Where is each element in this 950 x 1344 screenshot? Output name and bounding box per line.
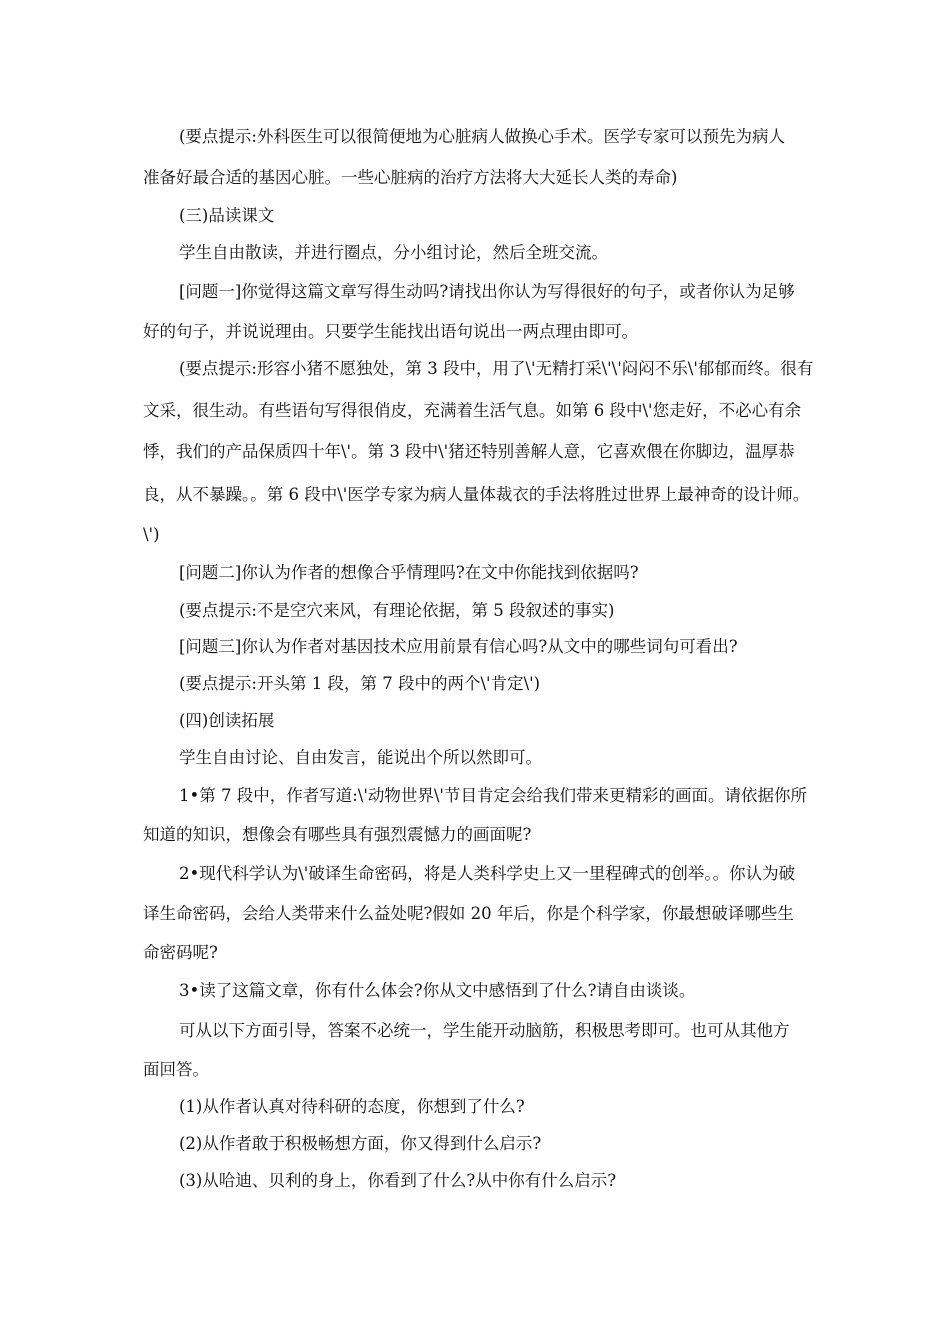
text-line: 好的句子，并说说理由。只要学生能找出语句说出一两点理由即可。 bbox=[143, 322, 638, 341]
text-line: 良，从不暴躁。。第 6 段中\'医学专家为病人量体裁衣的手法将胜过世界上最神奇的设计师。 bbox=[143, 485, 810, 504]
list-item: (3)从哈迪、贝利的身上，你看到了什么?从中你有什么启示? bbox=[179, 1171, 617, 1190]
section-heading: (四)创读拓展 bbox=[179, 711, 275, 730]
section-heading: (三)品读课文 bbox=[179, 206, 275, 225]
question-line: [问题三]你认为作者对基因技术应用前景有信心吗?从文中的哪些词句可看出? bbox=[179, 637, 738, 656]
list-item: 3•读了这篇文章，你有什么体会?你从文中感悟到了什么?请自由谈谈。 bbox=[179, 981, 696, 1000]
question-line: [问题二]你认为作者的想像合乎情理吗?在文中你能找到依据吗? bbox=[179, 563, 639, 582]
text-line: 知道的知识，想像会有哪些具有强烈震憾力的画面呢? bbox=[143, 825, 532, 844]
list-item: (1)从作者认真对待科研的态度，你想到了什么? bbox=[179, 1097, 525, 1116]
text-line: (要点提示:开头第 1 段，第 7 段中的两个\'肯定\') bbox=[179, 674, 541, 693]
list-item: 1•第 7 段中，作者写道:\'动物世界\'节目肯定会给我们带来更精彩的画面。请依据你所 bbox=[179, 786, 807, 805]
text-line: (要点提示:不是空穴来风，有理论依据，第 5 段叙述的事实) bbox=[179, 601, 615, 620]
text-line: \') bbox=[143, 525, 160, 544]
text-line: 命密码呢? bbox=[143, 943, 218, 962]
list-item: (2)从作者敢于积极畅想方面，你又得到什么启示? bbox=[179, 1134, 542, 1153]
text-line: 文采，很生动。有些语句写得很俏皮，充满着生活气息。如第 6 段中\'您走好，不必心有余 bbox=[143, 401, 802, 420]
text-line: 悸，我们的产品保质四十年\'。第 3 段中\'猪还特别善解人意，它喜欢偎在你脚边，温厚恭 bbox=[143, 442, 795, 461]
text-line: (要点提示:形容小猪不愿独处，第 3 段中，用了\'无精打采\'\'闷闷不乐\'郁郁而终。很有 bbox=[179, 359, 814, 378]
text-line: 准备好最合适的基因心脏。一些心脏病的治疗方法将大大延长人类的寿命) bbox=[143, 168, 678, 187]
text-line: 学生自由讨论、自由发言，能说出个所以然即可。 bbox=[179, 748, 542, 767]
list-item: 2•现代科学认为\'破译生命密码，将是人类科学史上又一里程碑式的创举。。你认为破 bbox=[179, 864, 796, 883]
text-line: (要点提示:外科医生可以很简便地为心脏病人做换心手术。医学专家可以预先为病人 bbox=[179, 127, 785, 146]
text-line: 可从以下方面引导，答案不必统一，学生能开动脑筋，积极思考即可。也可从其他方 bbox=[179, 1021, 790, 1040]
text-line: 学生自由散读，并进行圈点，分小组讨论，然后全班交流。 bbox=[179, 243, 608, 262]
question-line: [问题一]你觉得这篇文章写得生动吗?请找出你认为写得很好的句子，或者你认为足够 bbox=[179, 282, 795, 301]
text-line: 译生命密码，会给人类带来什么益处呢?假如 20 年后，你是个科学家，你最想破译哪些生 bbox=[143, 904, 794, 923]
text-line: 面回答。 bbox=[143, 1060, 209, 1079]
